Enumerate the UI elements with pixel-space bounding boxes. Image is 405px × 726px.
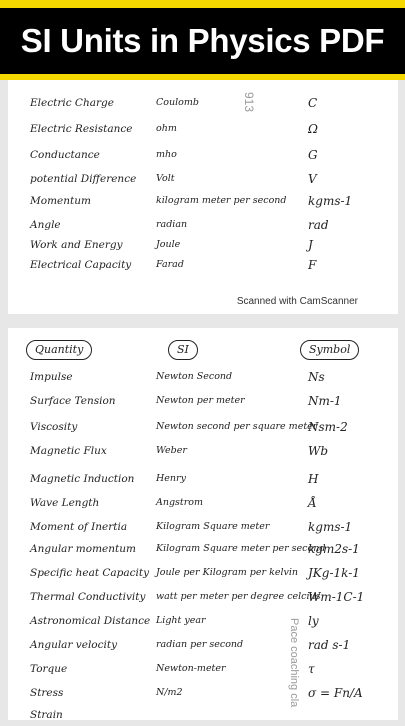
unit-cell: Kilogram Square meter [156,521,270,532]
watermark-number: 913 [242,92,256,113]
watermark-text: Pace coaching cla [288,618,300,708]
header-symbol: Symbol [300,340,359,360]
quantity-cell: Stress [30,687,64,699]
table-row [8,92,398,114]
unit-cell: radian per second [156,639,244,650]
symbol-cell: Wb [308,444,329,458]
table-row [8,390,398,412]
quantity-cell: Torque [30,663,68,675]
symbol-cell: τ [308,662,315,676]
symbol-cell: J [308,238,313,252]
symbol-cell: Wm-1C-1 [308,590,365,604]
unit-cell: Weber [156,445,187,456]
table-row [8,610,398,632]
table-row [8,118,398,140]
unit-cell: Newton per meter [156,395,245,406]
unit-cell: Light year [156,615,206,626]
quantity-cell: Angular momentum [30,543,136,555]
table-row [8,468,398,490]
unit-cell: radian [156,219,188,230]
table-row [8,168,398,190]
symbol-cell: C [308,96,318,110]
symbol-cell: σ = Fn/A [308,686,363,700]
symbol-cell: Nm-1 [308,394,342,408]
table-row [8,538,398,560]
symbol-cell: kgm2s-1 [308,542,360,556]
unit-cell: watt per meter per degree celcius [156,591,321,602]
table-row [8,634,398,656]
unit-cell: Farad [156,259,184,270]
table-row [8,658,398,680]
table-row [8,366,398,388]
unit-cell: Coulomb [156,97,199,108]
unit-cell: Joule per Kilogram per kelvin [156,567,299,578]
symbol-cell: Ω [308,122,318,136]
table-row [8,190,398,212]
symbol-cell: Nsm-2 [308,420,348,434]
quantity-cell: Angular velocity [30,639,118,651]
symbol-cell: kgms-1 [308,194,353,208]
scanned-page-top [8,80,398,314]
header-si: SI [168,340,198,360]
header-quantity: Quantity [26,340,92,360]
quantity-cell: Viscosity [30,421,78,433]
table-row [8,214,398,236]
table-row [8,144,398,166]
quantity-cell: Wave Length [30,497,100,509]
table-row [8,682,398,704]
scanned-page-bottom [8,328,398,720]
quantity-cell: Impulse [30,371,73,383]
symbol-cell: V [308,172,317,186]
quantity-cell: potential Difference [30,173,137,185]
quantity-cell: Momentum [30,195,91,207]
symbol-cell: Ns [308,370,325,384]
unit-cell: Newton-meter [156,663,226,674]
table-row [8,586,398,608]
unit-cell: Volt [156,173,175,184]
symbol-cell: Å [308,496,317,510]
unit-cell: Newton second per square meter [156,421,318,432]
quantity-cell: Electric Charge [30,97,114,109]
quantity-cell: Specific heat Capacity [30,567,150,579]
table-row [8,492,398,514]
unit-cell: mho [156,149,177,160]
table-row [8,416,398,438]
title-banner [0,0,405,80]
unit-cell: Kilogram Square meter per second [156,543,326,554]
unit-cell: Newton Second [156,371,233,382]
symbol-cell: kgms-1 [308,520,353,534]
table-row [8,562,398,584]
symbol-cell: rad s-1 [308,638,351,652]
unit-cell: Henry [156,473,186,484]
symbol-cell: G [308,148,318,162]
quantity-cell: Work and Energy [30,239,123,251]
page-title: SI Units in Physics PDF [0,8,405,74]
table-row [8,704,398,726]
quantity-cell: Surface Tension [30,395,116,407]
symbol-cell: H [308,472,319,486]
table-row [8,254,398,276]
quantity-cell: Electrical Capacity [30,259,132,271]
unit-cell: kilogram meter per second [156,195,287,206]
symbol-cell: JKg-1k-1 [308,566,360,580]
camscanner-label: Scanned with CamScanner [236,296,358,307]
quantity-cell: Angle [30,219,61,231]
unit-cell: Joule [156,239,181,250]
table-row [8,440,398,462]
unit-cell: Angstrom [156,497,204,508]
symbol-cell: ly [308,614,319,628]
table-row [8,234,398,256]
unit-cell: ohm [156,123,177,134]
symbol-cell: F [308,258,317,272]
table-row [8,516,398,538]
quantity-cell: Strain [30,709,63,721]
quantity-cell: Conductance [30,149,100,161]
quantity-cell: Magnetic Flux [30,445,107,457]
quantity-cell: Moment of Inertia [30,521,128,533]
quantity-cell: Thermal Conductivity [30,591,146,603]
quantity-cell: Astronomical Distance [30,615,151,627]
quantity-cell: Magnetic Induction [30,473,135,485]
symbol-cell: rad [308,218,329,232]
unit-cell: N/m2 [156,687,183,698]
quantity-cell: Electric Resistance [30,123,133,135]
